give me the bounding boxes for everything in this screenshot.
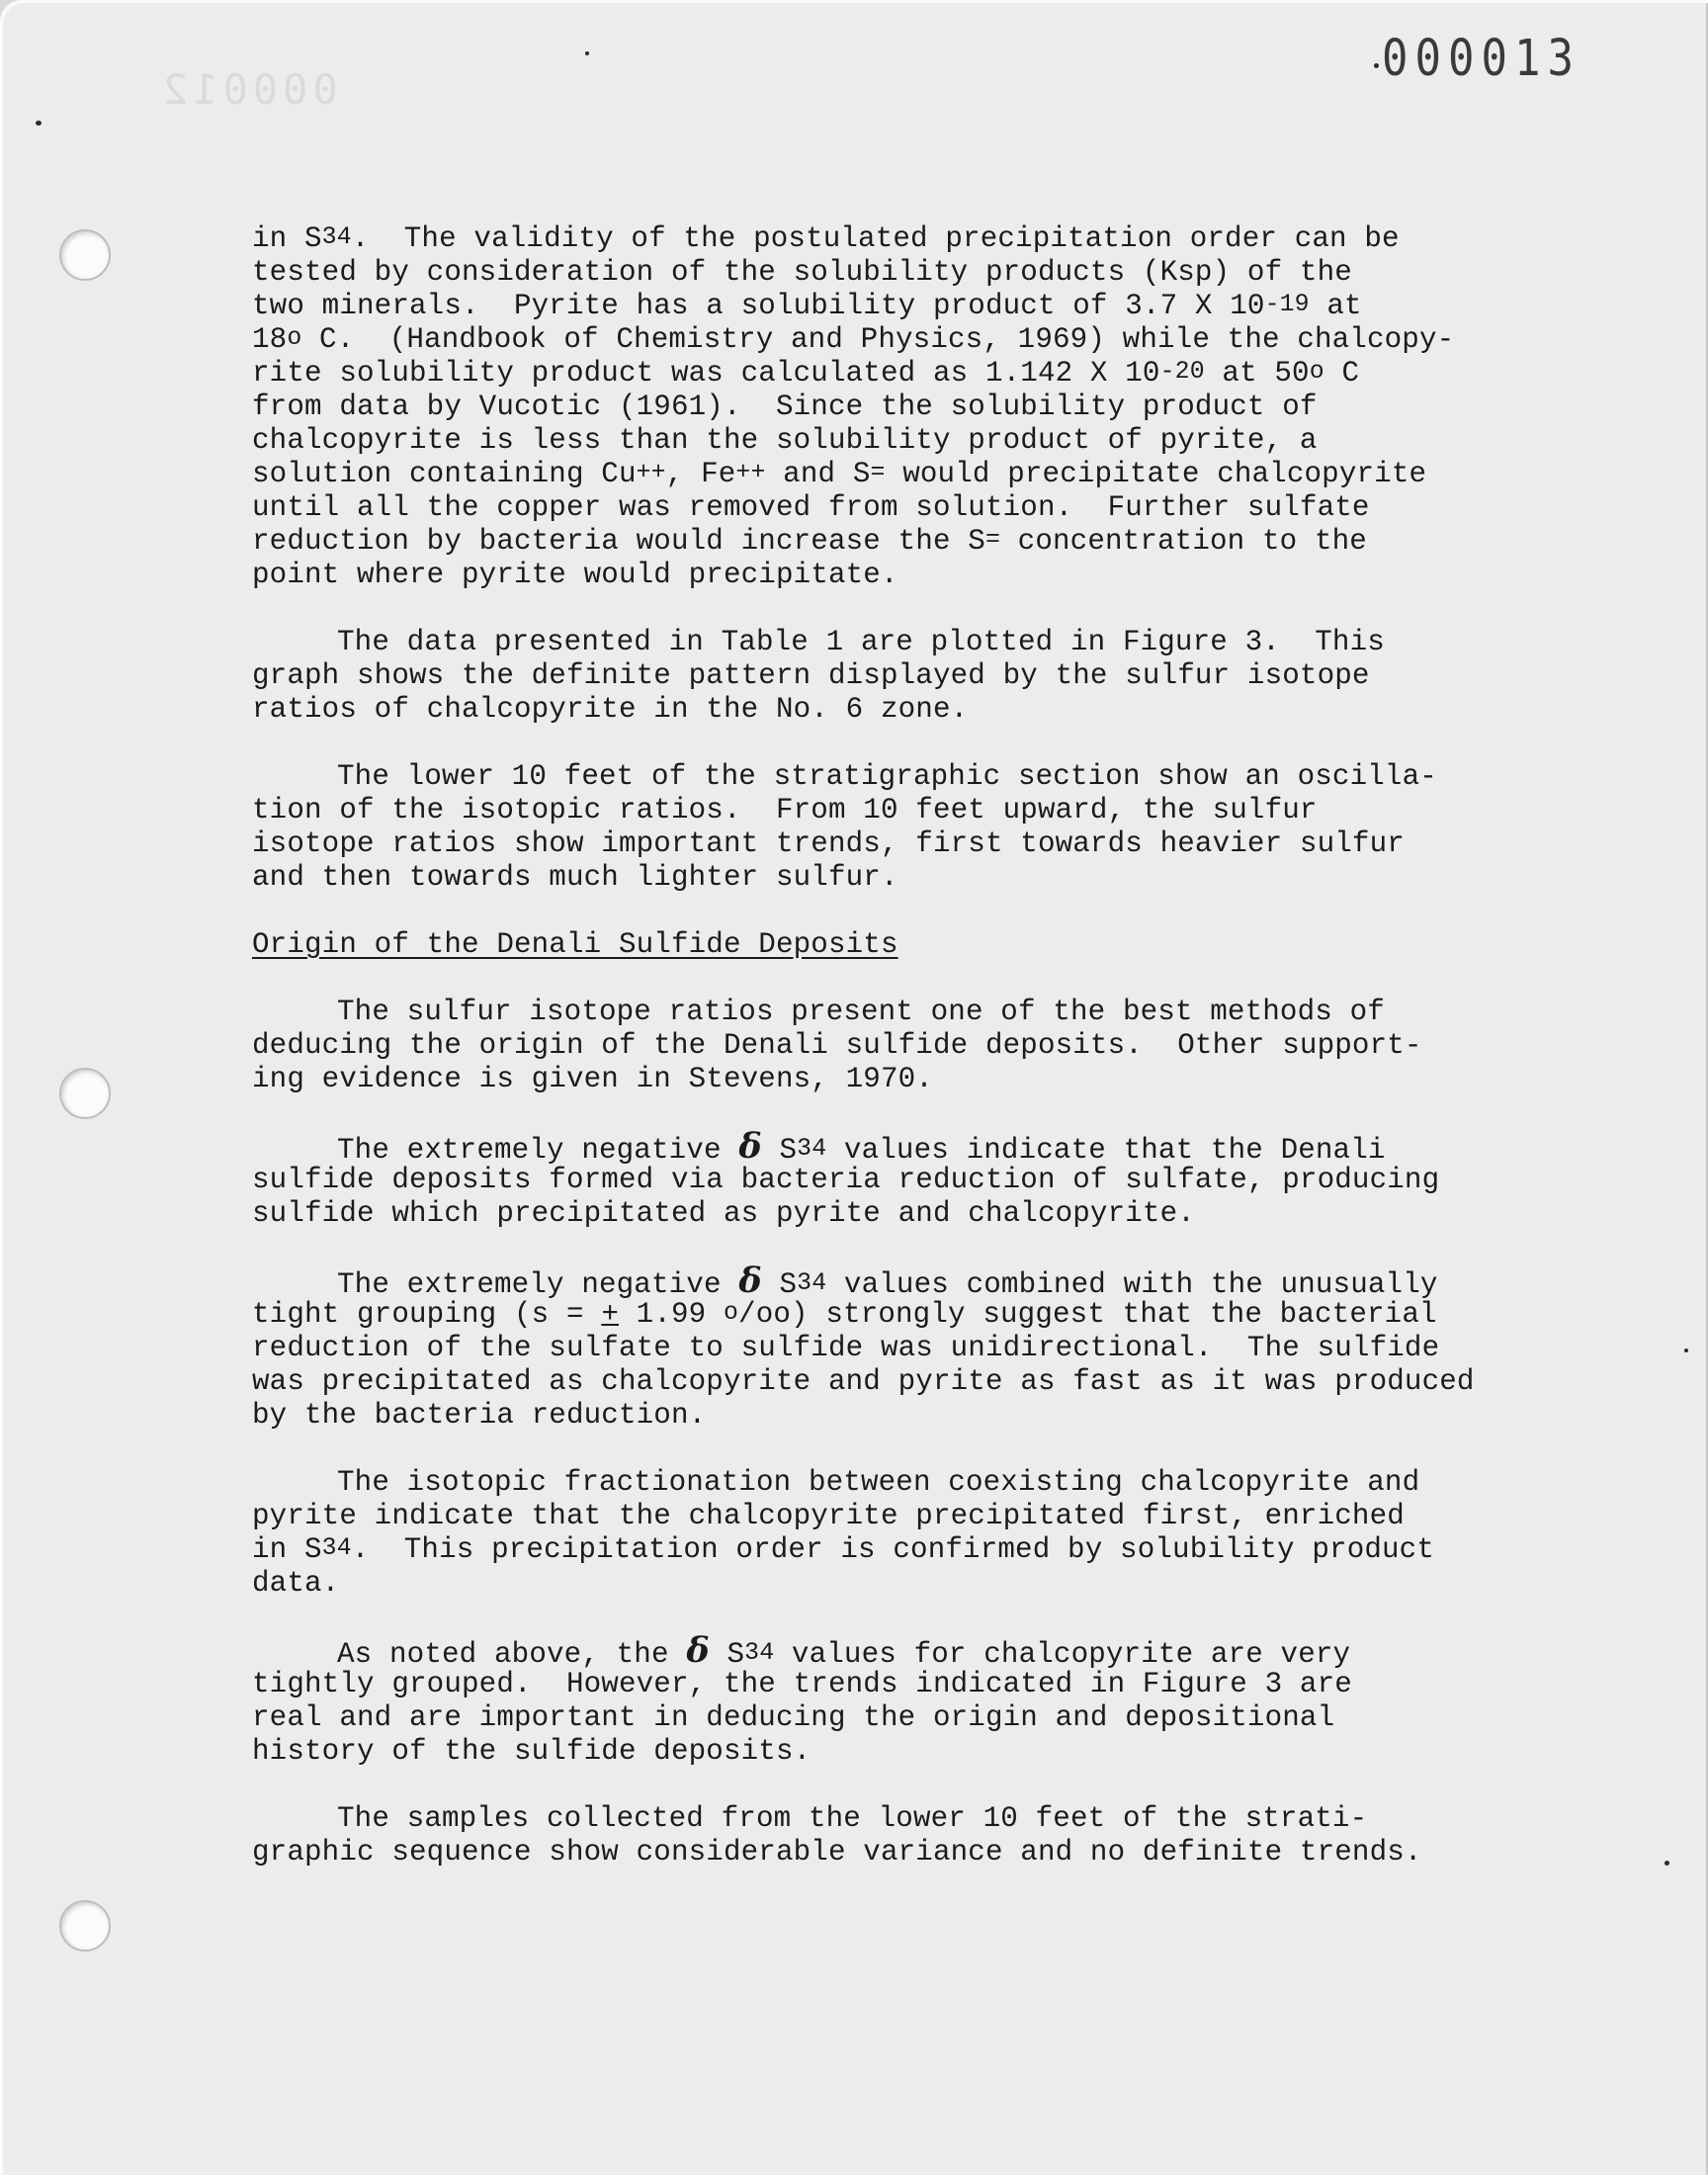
punch-hole-bottom xyxy=(59,1900,111,1952)
paragraph-7: The isotopic fractionation between coexisting chalcopyrite and pyrite indicate that the chalcopyrite precipitated first, enriched in $S^{34}$. This precipitation order is confirmed by solubility product data. xyxy=(252,1466,1435,1600)
ink-speck xyxy=(1684,1348,1688,1352)
paragraph-1: in $S^{34}$. The validity of the postulated precipitation order can be tested by consideration of the solubility products (Ksp) of the two minerals. Pyrite has a solubility product of 3.7 X $10^{-19}$ at 18$^o$ C. (Handbook of Chemistry and Physics, 1969) while the chalcopy- rite solubility product was calculated as 1.142 X $10^{-20}$ at 50$^o$ C from data by Vucotic (1961). Since the solubility product of chalcopyrite is less than the solubility product of pyrite, a solution containing Cu++, Fe++ and S= would precipitate chalcopyrite until all the copper was removed from solution. Further sulfate reduction by bacteria would increase the S= concentration to the point where pyrite would precipitate. xyxy=(252,222,1455,591)
paragraph-4: The sulfur isotope ratios present one of the best methods of deducing the origin of the Denali sulfide deposits. Other support- ing evidence is given in Stevens, 1970. xyxy=(252,996,1422,1095)
delta-symbol: δ xyxy=(686,1630,710,1671)
paragraph-3: The lower 10 feet of the stratigraphic section show an oscilla- tion of the isotopic ratios. From 10 feet upward, the sulfur isotope ratios show important trends, first towards heavier sulfur and then towards much lighter sulfur. xyxy=(252,760,1437,894)
paragraph-9: The samples collected from the lower 10 feet of the strati- graphic sequence show considerable variance and no definite trends. xyxy=(252,1802,1422,1869)
ink-speck xyxy=(585,51,589,55)
paragraph-2: The data presented in Table 1 are plotted in Figure 3. This graph shows the definite pattern displayed by the sulfur isotope ratios of chalcopyrite in the No. 6 zone. xyxy=(252,626,1385,726)
punch-hole-top xyxy=(59,229,111,281)
paragraph-5: The extremely negative δ $S^{34}$ values indicate that the Denali sulfide deposits formed via bacteria reduction of sulfate, producing sulfide which precipitated as pyrite and chalcopyrite. xyxy=(252,1126,1440,1230)
delta-symbol: δ xyxy=(738,1261,762,1301)
bleed-through-number: 000012 xyxy=(158,65,338,114)
ink-speck xyxy=(1374,63,1379,68)
punch-hole-middle xyxy=(59,1068,111,1119)
paragraph-8: As noted above, the δ $S^{34}$ values for chalcopyrite are very tightly grouped. However, the trends indicated in Figure 3 are real and are important in deducing the origin and depositional history of the sulfide deposits. xyxy=(252,1630,1352,1768)
body-text xyxy=(252,222,1475,1870)
paragraph-6: The extremely negative δ $S^{34}$ values combined with the unusually tight grouping (s = + 1.99 $^o$/oo) strongly suggest that the bacterial reduction of the sulfate to sulfide was unidirectional. The sulfide was precipitated as chalcopyrite and pyrite as fast as it was produced by the bacteria reduction. xyxy=(252,1261,1475,1432)
ink-speck xyxy=(36,121,42,126)
delta-symbol: δ xyxy=(738,1126,762,1167)
page-number: 000013 xyxy=(1382,30,1580,88)
section-heading: Origin of the Denali Sulfide Deposits xyxy=(252,928,898,961)
ink-speck xyxy=(1665,1861,1669,1866)
